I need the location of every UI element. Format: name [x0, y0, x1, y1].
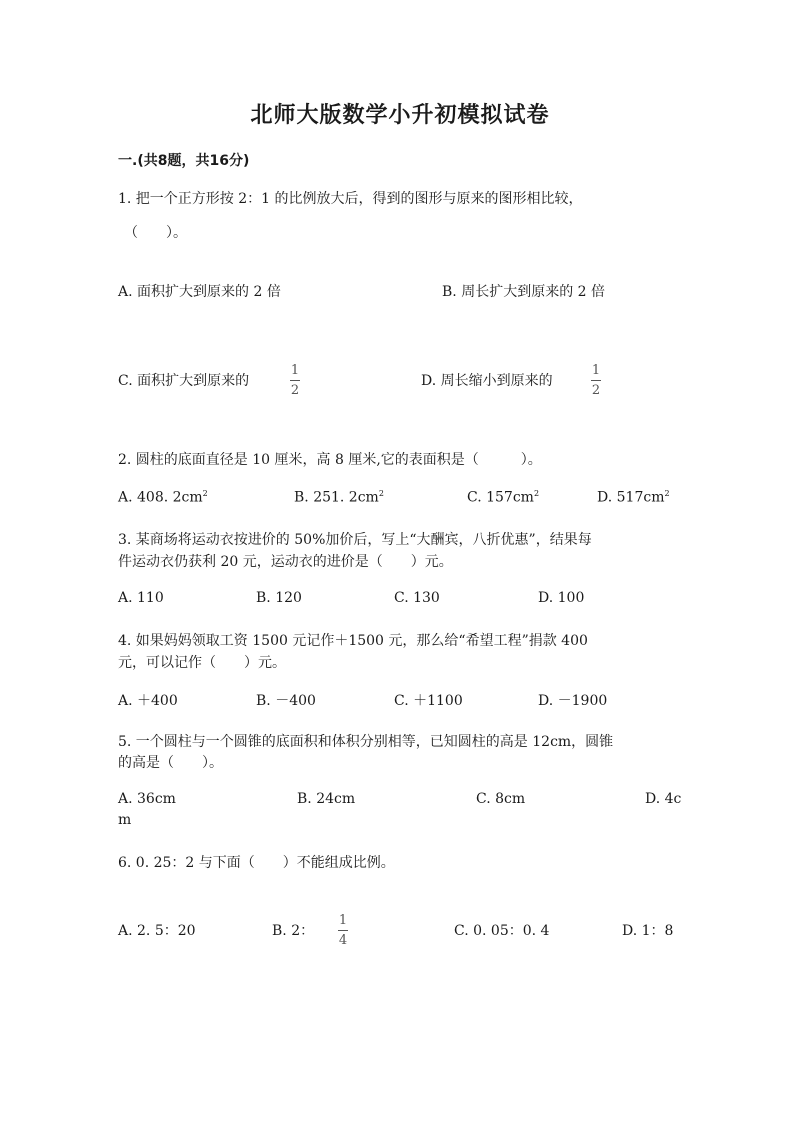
fraction-bar: [591, 380, 601, 381]
question-1-option-d-fraction: [591, 364, 601, 397]
question-5-option-a[interactable]: A. 36cm: [118, 791, 176, 807]
question-4-text-line-1: 4. 如果妈妈领取工资 1500 元记作＋1500 元，那么给“希望工程”捐款 400: [118, 633, 588, 649]
question-3-option-c[interactable]: C. 130: [394, 590, 440, 606]
question-1-option-d[interactable]: D. 周长缩小到原来的: [421, 373, 553, 389]
question-5-option-c[interactable]: C. 8cm: [476, 791, 526, 807]
question-5-text-line-1: 5. 一个圆柱与一个圆锥的底面积和体积分别相等，已知圆柱的高是 12cm，圆锥: [118, 734, 614, 750]
option-label: C. 157cm: [467, 489, 534, 506]
question-5-option-b[interactable]: B. 24cm: [297, 791, 356, 807]
fraction-numerator: 1: [290, 363, 300, 378]
question-6-option-b-fraction: [338, 914, 348, 947]
option-label: B. 251. 2cm: [294, 489, 379, 506]
page-title: 北师大版数学小升初模拟试卷: [250, 103, 550, 128]
question-3-option-b[interactable]: B. 120: [256, 590, 302, 606]
superscript: 2: [533, 489, 540, 498]
question-5-option-d[interactable]: D. 4c: [645, 791, 682, 807]
question-3-text-line-1: 3. 某商场将运动衣按进价的 50%加价后，写上“大酬宾，八折优惠”，结果每: [118, 532, 592, 548]
question-6-option-a[interactable]: A. 2. 5：20: [118, 923, 196, 939]
question-1-option-b[interactable]: B. 周长扩大到原来的 2 倍: [442, 284, 605, 300]
fraction-bar: [338, 930, 348, 931]
section-heading: 一.(共8题，共16分): [118, 153, 250, 169]
question-4-option-d[interactable]: D. －1900: [538, 693, 608, 709]
option-label: D. 517cm: [597, 489, 665, 506]
fraction-numerator: 1: [338, 913, 348, 928]
question-4-text-line-2: 元，可以记作（ ）元。: [118, 655, 286, 671]
question-1-option-c-fraction: [290, 364, 300, 397]
question-6-text: 6. 0. 25：2 与下面（ ）不能组成比例。: [118, 855, 395, 871]
fraction-bar: [290, 380, 300, 381]
question-6-option-d[interactable]: D. 1：8: [622, 923, 674, 939]
fraction-denominator: 2: [290, 383, 300, 398]
question-5-text-line-2: 的高是（ ）。: [118, 755, 223, 771]
question-6-option-c[interactable]: C. 0. 05：0. 4: [454, 923, 550, 939]
question-1-blank: （ ）。: [124, 225, 187, 241]
question-4-option-a[interactable]: A. ＋400: [118, 693, 178, 709]
fraction-denominator: 4: [338, 933, 348, 948]
superscript: 2: [378, 489, 384, 498]
question-3-text-line-2: 件运动衣仍获利 20 元，运动衣的进价是（ ）元。: [118, 554, 453, 570]
question-4-option-b[interactable]: B. －400: [256, 693, 316, 709]
question-1-option-a[interactable]: A. 面积扩大到原来的 2 倍: [118, 284, 281, 300]
question-3-option-a[interactable]: A. 110: [118, 590, 164, 606]
question-2-option-c[interactable]: [467, 489, 539, 506]
question-6-option-b[interactable]: B. 2：: [272, 923, 315, 939]
fraction-numerator: 1: [591, 363, 601, 378]
option-label: A. 408. 2cm: [118, 489, 203, 506]
superscript: 2: [664, 489, 670, 498]
question-2-option-a[interactable]: [118, 489, 208, 506]
question-2-option-b[interactable]: [294, 489, 384, 506]
fraction-denominator: 2: [591, 383, 601, 398]
question-3-option-d[interactable]: D. 100: [538, 590, 585, 606]
question-2-text: 2. 圆柱的底面直径是 10 厘米，高 8 厘米,它的表面积是（ ）。: [118, 452, 542, 468]
question-5-option-d-wrap: m: [118, 812, 132, 828]
question-1-text: 1. 把一个正方形按 2：1 的比例放大后，得到的图形与原来的图形相比较，: [118, 191, 583, 207]
question-1-option-c[interactable]: C. 面积扩大到原来的: [118, 373, 250, 389]
question-2-option-d[interactable]: [597, 489, 670, 506]
superscript: 2: [202, 489, 208, 498]
question-4-option-c[interactable]: C. ＋1100: [394, 693, 463, 709]
